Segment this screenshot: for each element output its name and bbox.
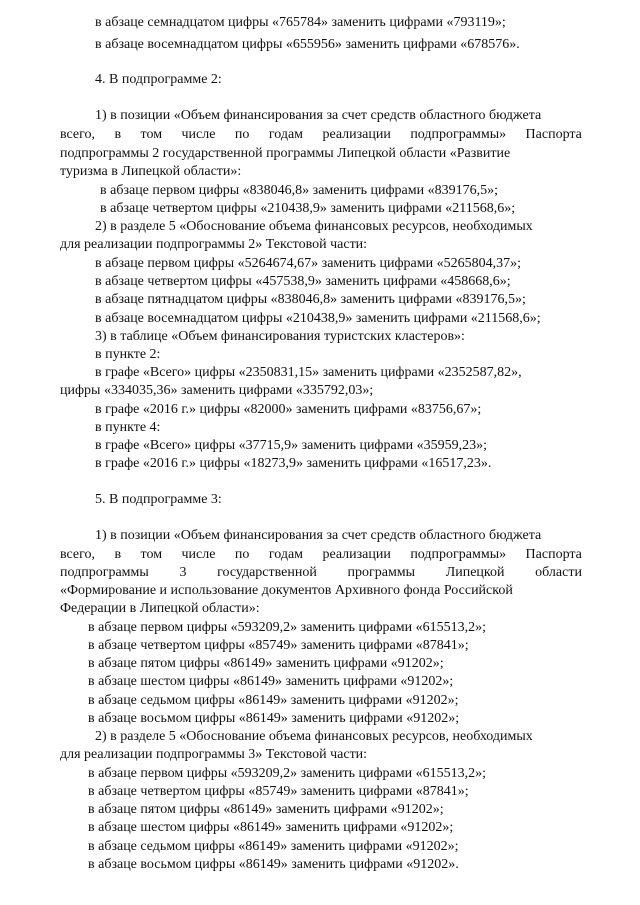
text-line: в абзаце пятом цифры «86149» заменить цифрами «91202»; xyxy=(88,802,444,817)
word: всего, xyxy=(60,127,96,142)
text-line: Федерации в Липецкой области»: xyxy=(60,601,260,616)
word: подпрограммы xyxy=(60,565,149,580)
text-line: 2) в разделе 5 «Обоснование объема финансовых ресурсов, необходимых xyxy=(95,219,533,234)
word: государственной xyxy=(217,565,317,580)
word: по xyxy=(234,127,250,142)
text-line: в абзаце первом цифры «5264674,67» заменить цифрами «5265804,37»; xyxy=(95,256,521,271)
text-line: в абзаце шестом цифры «86149» заменить цифрами «91202»; xyxy=(88,820,454,835)
word: годам xyxy=(268,127,304,142)
text-line: 3) в таблице «Объем финансирования туристских кластеров»: xyxy=(95,329,465,344)
justified-line xyxy=(60,126,582,143)
text-line: в абзаце первом цифры «838046,8» заменить цифрами «839176,5»; xyxy=(100,183,498,198)
text-line: в абзаце пятнадцатом цифры «838046,8» заменить цифрами «839176,5»; xyxy=(95,292,526,307)
justified-line xyxy=(60,564,582,581)
text-line: в графе «Всего» цифры «37715,9» заменить цифрами «35959,23»; xyxy=(95,438,487,453)
text-line: в абзаце четвертом цифры «457538,9» заменить цифрами «458668,6»; xyxy=(95,274,511,289)
word: 3 xyxy=(179,565,187,580)
word: в xyxy=(114,547,122,562)
text-line: в абзаце пятом цифры «86149» заменить цифрами «91202»; xyxy=(88,656,444,671)
word: реализации xyxy=(322,127,391,142)
word: всего, xyxy=(60,547,96,562)
word: годам xyxy=(268,547,304,562)
word: в xyxy=(114,127,122,142)
word: программы xyxy=(347,565,416,580)
text-line: цифры «334035,36» заменить цифрами «335792,03»; xyxy=(60,383,374,398)
word: числе xyxy=(181,127,216,142)
text-line: в абзаце четвертом цифры «210438,9» заменить цифрами «211568,6»; xyxy=(100,201,516,216)
text-line: в абзаце первом цифры «593209,2» заменить цифрами «615513,2»; xyxy=(88,766,486,781)
word: реализации xyxy=(322,547,391,562)
section-heading: 5. В подпрограмме 3: xyxy=(95,492,222,507)
text-line: в абзаце шестом цифры «86149» заменить цифрами «91202»; xyxy=(88,674,454,689)
word: подпрограммы» xyxy=(410,127,507,142)
text-line: 1) в позиции «Объем финансирования за счет средств областного бюджета xyxy=(95,528,542,543)
word: том xyxy=(140,547,163,562)
section-heading: 4. В подпрограмме 2: xyxy=(95,72,222,87)
text-line: в графе «2016 г.» цифры «18273,9» заменить цифрами «16517,23». xyxy=(95,456,492,471)
word: по xyxy=(234,547,250,562)
text-line: для реализации подпрограммы 2» Текстовой части: xyxy=(60,237,368,252)
text-line: в абзаце восемнадцатом цифры «655956» заменить цифрами «678576». xyxy=(95,37,520,52)
word: Липецкой xyxy=(445,565,505,580)
text-line: в графе «Всего» цифры «2350831,15» заменить цифрами «2352587,82», xyxy=(95,365,522,380)
text-line: 1) в позиции «Объем финансирования за счет средств областного бюджета xyxy=(95,108,542,123)
text-line: в абзаце восьмом цифры «86149» заменить цифрами «91202»; xyxy=(88,711,460,726)
text-line: для реализации подпрограммы 3» Текстовой части: xyxy=(60,747,368,762)
text-line: в абзаце четвертом цифры «85749» заменить цифрами «87841»; xyxy=(88,638,469,653)
text-line: 2) в разделе 5 «Обоснование объема финансовых ресурсов, необходимых xyxy=(95,729,533,744)
text-line: в абзаце четвертом цифры «85749» заменить цифрами «87841»; xyxy=(88,784,469,799)
text-line: в графе «2016 г.» цифры «82000» заменить цифрами «83756,67»; xyxy=(95,402,482,417)
text-line: в абзаце седьмом цифры «86149» заменить цифрами «91202»; xyxy=(88,693,459,708)
text-line: в абзаце первом цифры «593209,2» заменить цифрами «615513,2»; xyxy=(88,620,486,635)
text-line: в абзаце восьмом цифры «86149» заменить цифрами «91202». xyxy=(88,857,459,872)
text-line: в абзаце восемнадцатом цифры «210438,9» заменить цифрами «211568,6»; xyxy=(95,311,541,326)
word: области xyxy=(535,565,582,580)
word: числе xyxy=(181,547,216,562)
word: том xyxy=(140,127,163,142)
word: подпрограммы» xyxy=(410,547,507,562)
text-line: в абзаце семнадцатом цифры «765784» заменить цифрами «793119»; xyxy=(95,15,506,30)
word: Паспорта xyxy=(525,547,582,562)
justified-line xyxy=(60,546,582,563)
text-line: в пункте 2: xyxy=(95,347,161,362)
text-line: в пункте 4: xyxy=(95,420,161,435)
word: Паспорта xyxy=(525,127,582,142)
text-line: туризма в Липецкой области»: xyxy=(60,164,242,179)
text-line: в абзаце седьмом цифры «86149» заменить цифрами «91202»; xyxy=(88,839,459,854)
text-line: подпрограммы 2 государственной программы Липецкой области «Развитие xyxy=(60,146,511,161)
text-line: «Формирование и использование документов Архивного фонда Российской xyxy=(60,583,513,598)
